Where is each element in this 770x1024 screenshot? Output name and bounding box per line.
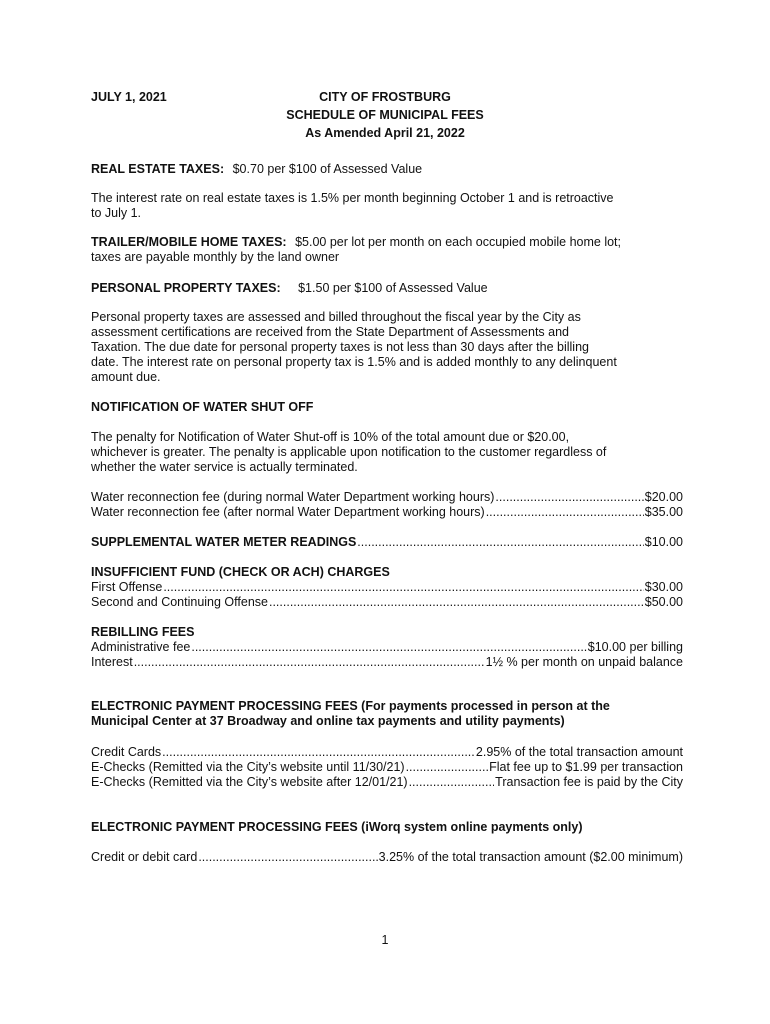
second-offense-row	[91, 595, 683, 610]
admin-fee-row	[91, 640, 683, 655]
trailer-taxes	[91, 235, 683, 250]
reconnect-normal-value: $20.00	[644, 490, 683, 504]
amended-date: As Amended April 21, 2022	[305, 126, 465, 140]
personal-value: $1.50 per $100 of Assessed Value	[298, 281, 488, 295]
reconnect-normal-label: Water reconnection fee (during normal Water Department working hours)	[91, 490, 495, 504]
supplemental-value: $10.00	[644, 535, 683, 549]
water-shutoff-heading: NOTIFICATION OF WATER SHUT OFF	[91, 400, 314, 414]
city-name: CITY OF FROSTBURG	[319, 90, 451, 104]
real-estate-value: $0.70 per $100 of Assessed Value	[232, 162, 423, 176]
echeck-until-value: Flat fee up to $1.99 per transaction	[489, 760, 683, 774]
insufficient-heading: INSUFFICIENT FUND (CHECK OR ACH) CHARGES	[91, 565, 390, 579]
real-estate-taxes	[91, 162, 683, 177]
first-offense-label: First Offense	[91, 580, 163, 594]
personal-note-3: Taxation. The due date for personal property taxes is not less than 30 days after the billing	[91, 340, 589, 354]
document-date: JULY 1, 2021	[91, 90, 167, 104]
first-offense-row	[91, 580, 683, 595]
electronic-fees-heading-2: Municipal Center at 37 Broadway and online tax payments and utility payments)	[91, 714, 565, 728]
real-estate-note-2: to July 1.	[91, 206, 142, 220]
water-shutoff-note-2: whichever is greater. The penalty is applicable upon notification to the customer regardless of	[91, 445, 607, 459]
reconnect-after-value: $35.00	[644, 505, 683, 519]
personal-note-5: amount due.	[91, 370, 161, 384]
second-offense-value: $50.00	[644, 595, 683, 609]
credit-cards-label: Credit Cards	[91, 745, 162, 759]
echeck-after-value: Transaction fee is paid by the City	[495, 775, 683, 789]
personal-property-taxes	[91, 281, 683, 296]
interest-label: Interest	[91, 655, 133, 669]
trailer-line-2: taxes are payable monthly by the land owner	[91, 250, 340, 264]
iworq-credit-value: 3.25% of the total transaction amount ($2.00 minimum)	[378, 850, 683, 864]
iworq-credit-label: Credit or debit card	[91, 850, 198, 864]
echeck-after-label: E-Checks (Remitted via the City’s website after 12/01/21)	[91, 775, 408, 789]
personal-note-1: Personal property taxes are assessed and billed throughout the fiscal year by the City as	[91, 310, 581, 324]
water-shutoff-note-3: whether the water service is actually terminated.	[91, 460, 358, 474]
interest-value: 1½ % per month on unpaid balance	[485, 655, 683, 669]
trailer-value: $5.00 per lot per month on each occupied mobile home lot;	[295, 235, 621, 249]
iworq-credit-row	[91, 850, 683, 865]
interest-row	[91, 655, 683, 670]
echeck-after-row	[91, 775, 683, 790]
first-offense-value: $30.00	[644, 580, 683, 594]
page-number: 1	[381, 933, 389, 947]
credit-cards-row	[91, 745, 683, 760]
credit-cards-value: 2.95% of the total transaction amount	[475, 745, 683, 759]
personal-label: PERSONAL PROPERTY TAXES:	[91, 281, 281, 295]
echeck-until-row	[91, 760, 683, 775]
real-estate-note-1: The interest rate on real estate taxes is 1.5% per month beginning October 1 and is retroactive	[91, 191, 614, 205]
personal-note-4: date. The interest rate on personal property tax is 1.5% and is added monthly to any delinquent	[91, 355, 617, 369]
water-shutoff-note-1: The penalty for Notification of Water Shut-off is 10% of the total amount due or $20.00,	[91, 430, 570, 444]
supplemental-row	[91, 535, 683, 550]
trailer-label: TRAILER/MOBILE HOME TAXES:	[91, 235, 287, 249]
supplemental-label: SUPPLEMENTAL WATER METER READINGS	[91, 535, 357, 549]
iworq-fees-heading: ELECTRONIC PAYMENT PROCESSING FEES (iWorq system online payments only)	[91, 820, 583, 834]
reconnect-normal-row	[91, 490, 683, 505]
reconnect-after-label: Water reconnection fee (after normal Water Department working hours)	[91, 505, 485, 519]
rebilling-heading: REBILLING FEES	[91, 625, 195, 639]
reconnect-after-row	[91, 505, 683, 520]
admin-fee-value: $10.00 per billing	[587, 640, 683, 654]
echeck-until-label: E-Checks (Remitted via the City’s website until 11/30/21)	[91, 760, 405, 774]
electronic-fees-heading-1: ELECTRONIC PAYMENT PROCESSING FEES (For payments processed in person at the	[91, 699, 610, 713]
schedule-title: SCHEDULE OF MUNICIPAL FEES	[286, 108, 484, 122]
personal-note-2: assessment certifications are received from the State Department of Assessments and	[91, 325, 569, 339]
admin-fee-label: Administrative fee	[91, 640, 191, 654]
real-estate-label: REAL ESTATE TAXES:	[91, 162, 225, 176]
second-offense-label: Second and Continuing Offense	[91, 595, 268, 609]
